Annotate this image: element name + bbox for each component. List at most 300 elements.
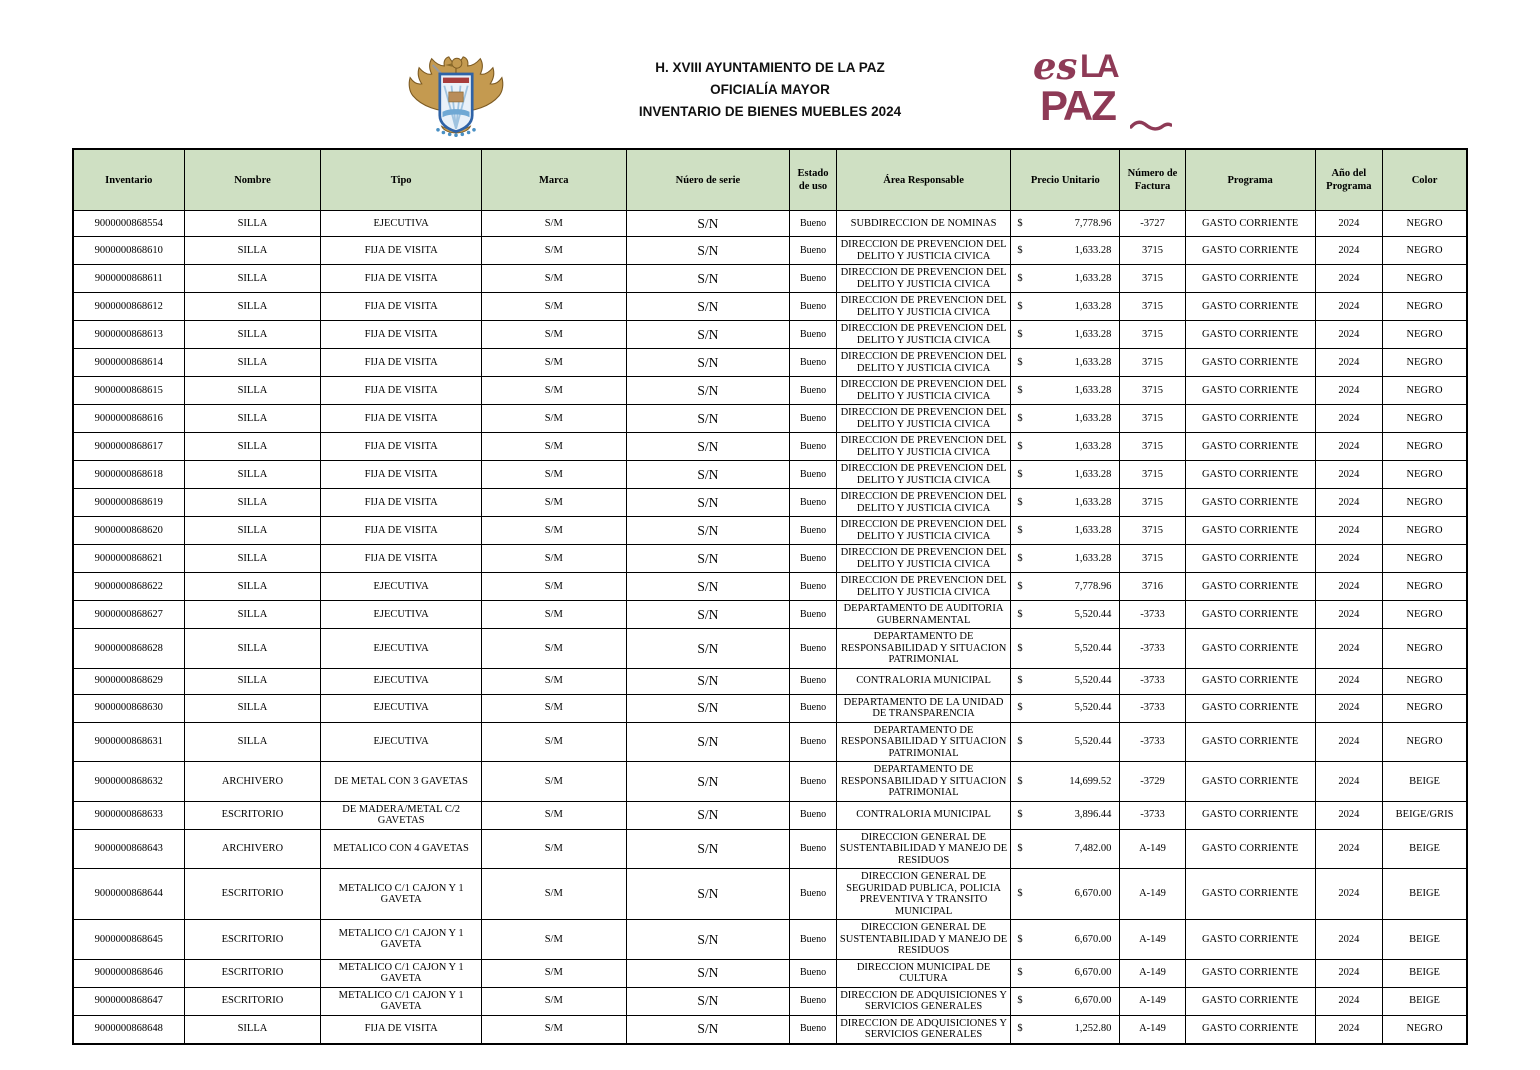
currency-symbol: $ bbox=[1017, 552, 1023, 564]
cell-precio bbox=[1011, 987, 1120, 1015]
cell-anio: 2024 bbox=[1315, 405, 1382, 433]
cell-color: NEGRO bbox=[1383, 629, 1467, 669]
cell-programa: GASTO CORRIENTE bbox=[1185, 489, 1315, 517]
column-header-marca: Marca bbox=[481, 149, 626, 211]
cell-precio bbox=[1011, 668, 1120, 694]
table-row bbox=[73, 461, 1467, 489]
cell-precio bbox=[1011, 601, 1120, 629]
cell-marca: S/M bbox=[481, 517, 626, 545]
table-row bbox=[73, 211, 1467, 237]
cell-precio bbox=[1011, 1015, 1120, 1044]
cell-area: DIRECCION DE PREVENCION DEL DELITO Y JUSTICIA CIVICA bbox=[836, 349, 1011, 377]
cell-anio: 2024 bbox=[1315, 489, 1382, 517]
cell-color: NEGRO bbox=[1383, 668, 1467, 694]
document-title-line3: INVENTARIO DE BIENES MUEBLES 2024 bbox=[638, 104, 902, 119]
cell-area: DEPARTAMENTO DE AUDITORIA GUBERNAMENTAL bbox=[836, 601, 1011, 629]
cell-anio: 2024 bbox=[1315, 722, 1382, 762]
cell-inventario: 9000000868616 bbox=[73, 405, 184, 433]
cell-nombre: ESCRITORIO bbox=[184, 801, 321, 829]
cell-inventario: 9000000868554 bbox=[73, 211, 184, 237]
cell-anio: 2024 bbox=[1315, 377, 1382, 405]
cell-marca: S/M bbox=[481, 668, 626, 694]
cell-color: NEGRO bbox=[1383, 461, 1467, 489]
cell-color: BEIGE bbox=[1383, 959, 1467, 987]
cell-nombre: SILLA bbox=[184, 293, 321, 321]
cell-color: BEIGE bbox=[1383, 869, 1467, 920]
cell-factura: -3733 bbox=[1120, 722, 1185, 762]
cell-serie: S/N bbox=[626, 433, 790, 461]
cell-color: NEGRO bbox=[1383, 573, 1467, 601]
table-row bbox=[73, 601, 1467, 629]
unit-price-value: 7,778.96 bbox=[1074, 217, 1112, 229]
cell-anio: 2024 bbox=[1315, 349, 1382, 377]
currency-symbol: $ bbox=[1017, 933, 1023, 945]
cell-nombre: SILLA bbox=[184, 668, 321, 694]
cell-area: DIRECCION GENERAL DE SUSTENTABILIDAD Y MANEJO DE RESIDUOS bbox=[836, 829, 1011, 869]
cell-precio bbox=[1011, 829, 1120, 869]
cell-color: BEIGE bbox=[1383, 920, 1467, 960]
cell-tipo: FIJA DE VISITA bbox=[321, 545, 482, 573]
cell-factura: A-149 bbox=[1120, 987, 1185, 1015]
cell-tipo: FIJA DE VISITA bbox=[321, 433, 482, 461]
cell-factura: A-149 bbox=[1120, 920, 1185, 960]
cell-programa: GASTO CORRIENTE bbox=[1185, 517, 1315, 545]
cell-nombre: ESCRITORIO bbox=[184, 869, 321, 920]
column-header-tipo: Tipo bbox=[321, 149, 482, 211]
cell-inventario: 9000000868631 bbox=[73, 722, 184, 762]
cell-color: BEIGE bbox=[1383, 987, 1467, 1015]
cell-area: DIRECCION DE PREVENCION DEL DELITO Y JUSTICIA CIVICA bbox=[836, 377, 1011, 405]
table-row bbox=[73, 517, 1467, 545]
table-row bbox=[73, 293, 1467, 321]
currency-symbol: $ bbox=[1017, 412, 1023, 424]
inventory-table bbox=[72, 148, 1468, 1045]
table-row bbox=[73, 489, 1467, 517]
cell-marca: S/M bbox=[481, 573, 626, 601]
cell-precio bbox=[1011, 433, 1120, 461]
cell-anio: 2024 bbox=[1315, 869, 1382, 920]
cell-estado: Bueno bbox=[790, 722, 837, 762]
cell-estado: Bueno bbox=[790, 211, 837, 237]
cell-anio: 2024 bbox=[1315, 265, 1382, 293]
unit-price-value: 5,520.44 bbox=[1074, 675, 1112, 687]
column-header-programa: Programa bbox=[1185, 149, 1315, 211]
unit-price-value: 1,633.28 bbox=[1074, 272, 1112, 284]
cell-factura: -3727 bbox=[1120, 211, 1185, 237]
cell-tipo: METALICO CON 4 GAVETAS bbox=[321, 829, 482, 869]
cell-serie: S/N bbox=[626, 959, 790, 987]
currency-symbol: $ bbox=[1017, 702, 1023, 714]
cell-estado: Bueno bbox=[790, 869, 837, 920]
cell-anio: 2024 bbox=[1315, 694, 1382, 722]
cell-precio bbox=[1011, 629, 1120, 669]
cell-programa: GASTO CORRIENTE bbox=[1185, 1015, 1315, 1044]
currency-symbol: $ bbox=[1017, 888, 1023, 900]
cell-anio: 2024 bbox=[1315, 762, 1382, 802]
currency-symbol: $ bbox=[1017, 1023, 1023, 1035]
unit-price-value: 1,252.80 bbox=[1074, 1023, 1112, 1035]
cell-serie: S/N bbox=[626, 722, 790, 762]
currency-symbol: $ bbox=[1017, 809, 1023, 821]
unit-price-value: 1,633.28 bbox=[1074, 412, 1112, 424]
cell-factura: 3715 bbox=[1120, 489, 1185, 517]
table-row bbox=[73, 545, 1467, 573]
cell-marca: S/M bbox=[481, 461, 626, 489]
cell-estado: Bueno bbox=[790, 237, 837, 265]
cell-serie: S/N bbox=[626, 869, 790, 920]
cell-marca: S/M bbox=[481, 237, 626, 265]
unit-price-value: 1,633.28 bbox=[1074, 468, 1112, 480]
cell-area: CONTRALORIA MUNICIPAL bbox=[836, 668, 1011, 694]
cell-serie: S/N bbox=[626, 829, 790, 869]
cell-factura: 3715 bbox=[1120, 545, 1185, 573]
cell-color: NEGRO bbox=[1383, 433, 1467, 461]
cell-nombre: SILLA bbox=[184, 573, 321, 601]
unit-price-value: 7,482.00 bbox=[1074, 843, 1112, 854]
cell-area: DEPARTAMENTO DE LA UNIDAD DE TRANSPARENCIA bbox=[836, 694, 1011, 722]
cell-inventario: 9000000868617 bbox=[73, 433, 184, 461]
currency-symbol: $ bbox=[1017, 524, 1023, 536]
cell-nombre: SILLA bbox=[184, 694, 321, 722]
cell-programa: GASTO CORRIENTE bbox=[1185, 293, 1315, 321]
cell-estado: Bueno bbox=[790, 293, 837, 321]
column-header-serie: Núero de serie bbox=[626, 149, 790, 211]
currency-symbol: $ bbox=[1017, 244, 1023, 256]
currency-symbol: $ bbox=[1017, 300, 1023, 312]
inventory-table-body bbox=[73, 211, 1467, 1044]
cell-programa: GASTO CORRIENTE bbox=[1185, 573, 1315, 601]
currency-symbol: $ bbox=[1017, 272, 1023, 284]
cell-precio bbox=[1011, 545, 1120, 573]
cell-color: BEIGE/GRIS bbox=[1383, 801, 1467, 829]
cell-color: NEGRO bbox=[1383, 545, 1467, 573]
cell-factura: A-149 bbox=[1120, 869, 1185, 920]
currency-symbol: $ bbox=[1017, 217, 1023, 229]
cell-anio: 2024 bbox=[1315, 545, 1382, 573]
cell-anio: 2024 bbox=[1315, 433, 1382, 461]
table-row bbox=[73, 722, 1467, 762]
cell-programa: GASTO CORRIENTE bbox=[1185, 321, 1315, 349]
cell-marca: S/M bbox=[481, 489, 626, 517]
column-header-area: Área Responsable bbox=[836, 149, 1011, 211]
column-header-anio: Año del Programa bbox=[1315, 149, 1382, 211]
cell-estado: Bueno bbox=[790, 573, 837, 601]
cell-color: NEGRO bbox=[1383, 517, 1467, 545]
cell-marca: S/M bbox=[481, 987, 626, 1015]
cell-marca: S/M bbox=[481, 762, 626, 802]
unit-price-value: 6,670.00 bbox=[1074, 888, 1112, 900]
cell-programa: GASTO CORRIENTE bbox=[1185, 211, 1315, 237]
cell-nombre: ESCRITORIO bbox=[184, 987, 321, 1015]
cell-marca: S/M bbox=[481, 920, 626, 960]
cell-programa: GASTO CORRIENTE bbox=[1185, 349, 1315, 377]
cell-tipo: EJECUTIVA bbox=[321, 668, 482, 694]
cell-color: NEGRO bbox=[1383, 601, 1467, 629]
table-row bbox=[73, 694, 1467, 722]
cell-precio bbox=[1011, 694, 1120, 722]
cell-tipo: FIJA DE VISITA bbox=[321, 1015, 482, 1044]
cell-nombre: SILLA bbox=[184, 321, 321, 349]
cell-tipo: METALICO C/1 CAJON Y 1 GAVETA bbox=[321, 987, 482, 1015]
cell-marca: S/M bbox=[481, 349, 626, 377]
cell-estado: Bueno bbox=[790, 433, 837, 461]
cell-estado: Bueno bbox=[790, 461, 837, 489]
cell-precio bbox=[1011, 762, 1120, 802]
cell-serie: S/N bbox=[626, 461, 790, 489]
cell-estado: Bueno bbox=[790, 694, 837, 722]
cell-anio: 2024 bbox=[1315, 321, 1382, 349]
column-header-color: Color bbox=[1383, 149, 1467, 211]
column-header-nombre: Nombre bbox=[184, 149, 321, 211]
table-row bbox=[73, 801, 1467, 829]
table-row bbox=[73, 629, 1467, 669]
cell-marca: S/M bbox=[481, 722, 626, 762]
cell-estado: Bueno bbox=[790, 801, 837, 829]
document-title-line1: H. XVIII AYUNTAMIENTO DE LA PAZ bbox=[655, 60, 885, 75]
cell-tipo: METALICO C/1 CAJON Y 1 GAVETA bbox=[321, 869, 482, 920]
table-row bbox=[73, 433, 1467, 461]
cell-precio bbox=[1011, 349, 1120, 377]
cell-estado: Bueno bbox=[790, 349, 837, 377]
cell-factura: 3715 bbox=[1120, 461, 1185, 489]
cell-factura: 3715 bbox=[1120, 293, 1185, 321]
cell-anio: 2024 bbox=[1315, 1015, 1382, 1044]
cell-estado: Bueno bbox=[790, 1015, 837, 1044]
cell-anio: 2024 bbox=[1315, 237, 1382, 265]
cell-area: DIRECCION DE PREVENCION DEL DELITO Y JUSTICIA CIVICA bbox=[836, 545, 1011, 573]
cell-precio bbox=[1011, 211, 1120, 237]
cell-anio: 2024 bbox=[1315, 517, 1382, 545]
column-header-inventario: Inventario bbox=[73, 149, 184, 211]
currency-symbol: $ bbox=[1017, 843, 1023, 854]
cell-serie: S/N bbox=[626, 377, 790, 405]
cell-nombre: ESCRITORIO bbox=[184, 959, 321, 987]
cell-inventario: 9000000868647 bbox=[73, 987, 184, 1015]
cell-area: DIRECCION DE PREVENCION DEL DELITO Y JUSTICIA CIVICA bbox=[836, 265, 1011, 293]
unit-price-value: 1,633.28 bbox=[1074, 328, 1112, 340]
cell-estado: Bueno bbox=[790, 829, 837, 869]
unit-price-value: 1,633.28 bbox=[1074, 384, 1112, 396]
table-row bbox=[73, 762, 1467, 802]
cell-area: DIRECCION DE ADQUISICIONES Y SERVICIOS GENERALES bbox=[836, 987, 1011, 1015]
cell-programa: GASTO CORRIENTE bbox=[1185, 377, 1315, 405]
cell-tipo: FIJA DE VISITA bbox=[321, 293, 482, 321]
cell-color: NEGRO bbox=[1383, 1015, 1467, 1044]
cell-nombre: SILLA bbox=[184, 545, 321, 573]
cell-estado: Bueno bbox=[790, 920, 837, 960]
unit-price-value: 1,633.28 bbox=[1074, 524, 1112, 536]
currency-symbol: $ bbox=[1017, 675, 1023, 687]
cell-tipo: DE MADERA/METAL C/2 GAVETAS bbox=[321, 801, 482, 829]
cell-color: NEGRO bbox=[1383, 405, 1467, 433]
cell-serie: S/N bbox=[626, 489, 790, 517]
cell-marca: S/M bbox=[481, 211, 626, 237]
table-row bbox=[73, 265, 1467, 293]
unit-price-value: 1,633.28 bbox=[1074, 552, 1112, 564]
cell-factura: 3716 bbox=[1120, 573, 1185, 601]
cell-inventario: 9000000868630 bbox=[73, 694, 184, 722]
cell-area: DEPARTAMENTO DE RESPONSABILIDAD Y SITUACION PATRIMONIAL bbox=[836, 762, 1011, 802]
cell-marca: S/M bbox=[481, 433, 626, 461]
cell-area: DIRECCION GENERAL DE SEGURIDAD PUBLICA, POLICIA PREVENTIVA Y TRANSITO MUNICIPAL bbox=[836, 869, 1011, 920]
cell-marca: S/M bbox=[481, 405, 626, 433]
cell-tipo: FIJA DE VISITA bbox=[321, 405, 482, 433]
cell-nombre: SILLA bbox=[184, 265, 321, 293]
cell-area: DIRECCION DE PREVENCION DEL DELITO Y JUSTICIA CIVICA bbox=[836, 573, 1011, 601]
cell-serie: S/N bbox=[626, 629, 790, 669]
cell-programa: GASTO CORRIENTE bbox=[1185, 668, 1315, 694]
currency-symbol: $ bbox=[1017, 775, 1023, 787]
cell-inventario: 9000000868611 bbox=[73, 265, 184, 293]
cell-nombre: SILLA bbox=[184, 517, 321, 545]
cell-estado: Bueno bbox=[790, 517, 837, 545]
cell-estado: Bueno bbox=[790, 489, 837, 517]
cell-programa: GASTO CORRIENTE bbox=[1185, 694, 1315, 722]
cell-precio bbox=[1011, 959, 1120, 987]
cell-factura: 3715 bbox=[1120, 377, 1185, 405]
table-row bbox=[73, 237, 1467, 265]
cell-anio: 2024 bbox=[1315, 801, 1382, 829]
cell-precio bbox=[1011, 722, 1120, 762]
cell-anio: 2024 bbox=[1315, 461, 1382, 489]
cell-area: DEPARTAMENTO DE RESPONSABILIDAD Y SITUACION PATRIMONIAL bbox=[836, 629, 1011, 669]
column-header-factura: Número de Factura bbox=[1120, 149, 1185, 211]
currency-symbol: $ bbox=[1017, 995, 1023, 1007]
cell-anio: 2024 bbox=[1315, 293, 1382, 321]
unit-price-value: 1,633.28 bbox=[1074, 496, 1112, 508]
cell-serie: S/N bbox=[626, 237, 790, 265]
cell-serie: S/N bbox=[626, 920, 790, 960]
unit-price-value: 1,633.28 bbox=[1074, 356, 1112, 368]
cell-nombre: SILLA bbox=[184, 211, 321, 237]
cell-color: BEIGE bbox=[1383, 762, 1467, 802]
cell-serie: S/N bbox=[626, 265, 790, 293]
unit-price-value: 1,633.28 bbox=[1074, 300, 1112, 312]
cell-anio: 2024 bbox=[1315, 601, 1382, 629]
table-row bbox=[73, 829, 1467, 869]
cell-tipo: FIJA DE VISITA bbox=[321, 489, 482, 517]
cell-estado: Bueno bbox=[790, 668, 837, 694]
cell-tipo: EJECUTIVA bbox=[321, 722, 482, 762]
cell-anio: 2024 bbox=[1315, 668, 1382, 694]
cell-inventario: 9000000868612 bbox=[73, 293, 184, 321]
cell-factura: -3729 bbox=[1120, 762, 1185, 802]
es-la-paz-logo bbox=[1033, 44, 1173, 142]
cell-anio: 2024 bbox=[1315, 629, 1382, 669]
cell-nombre: SILLA bbox=[184, 405, 321, 433]
cell-tipo: DE METAL CON 3 GAVETAS bbox=[321, 762, 482, 802]
cell-estado: Bueno bbox=[790, 629, 837, 669]
currency-symbol: $ bbox=[1017, 328, 1023, 340]
cell-tipo: FIJA DE VISITA bbox=[321, 377, 482, 405]
cell-area: DIRECCION MUNICIPAL DE CULTURA bbox=[836, 959, 1011, 987]
cell-programa: GASTO CORRIENTE bbox=[1185, 959, 1315, 987]
cell-marca: S/M bbox=[481, 694, 626, 722]
cell-nombre: SILLA bbox=[184, 461, 321, 489]
column-header-precio: Precio Unitario bbox=[1011, 149, 1120, 211]
cell-serie: S/N bbox=[626, 694, 790, 722]
cell-tipo: EJECUTIVA bbox=[321, 629, 482, 669]
cell-precio bbox=[1011, 377, 1120, 405]
cell-tipo: FIJA DE VISITA bbox=[321, 321, 482, 349]
cell-inventario: 9000000868646 bbox=[73, 959, 184, 987]
cell-color: NEGRO bbox=[1383, 349, 1467, 377]
currency-symbol: $ bbox=[1017, 736, 1023, 747]
cell-nombre: SILLA bbox=[184, 601, 321, 629]
cell-programa: GASTO CORRIENTE bbox=[1185, 461, 1315, 489]
cell-tipo: METALICO C/1 CAJON Y 1 GAVETA bbox=[321, 959, 482, 987]
cell-factura: -3733 bbox=[1120, 668, 1185, 694]
cell-area: DIRECCION DE PREVENCION DEL DELITO Y JUSTICIA CIVICA bbox=[836, 489, 1011, 517]
cell-nombre: SILLA bbox=[184, 433, 321, 461]
document-title-line2: OFICIALÍA MAYOR bbox=[710, 82, 830, 97]
currency-symbol: $ bbox=[1017, 356, 1023, 368]
cell-precio bbox=[1011, 461, 1120, 489]
cell-serie: S/N bbox=[626, 517, 790, 545]
cell-area: DIRECCION DE PREVENCION DEL DELITO Y JUSTICIA CIVICA bbox=[836, 517, 1011, 545]
cell-serie: S/N bbox=[626, 601, 790, 629]
logo-text-paz: PAZ bbox=[1040, 82, 1115, 129]
cell-anio: 2024 bbox=[1315, 959, 1382, 987]
cell-marca: S/M bbox=[481, 1015, 626, 1044]
table-header-row bbox=[73, 149, 1467, 211]
cell-precio bbox=[1011, 489, 1120, 517]
unit-price-value: 1,633.28 bbox=[1074, 440, 1112, 452]
cell-inventario: 9000000868622 bbox=[73, 573, 184, 601]
cell-marca: S/M bbox=[481, 959, 626, 987]
cell-marca: S/M bbox=[481, 545, 626, 573]
currency-symbol: $ bbox=[1017, 440, 1023, 452]
cell-marca: S/M bbox=[481, 377, 626, 405]
cell-inventario: 9000000868648 bbox=[73, 1015, 184, 1044]
cell-serie: S/N bbox=[626, 405, 790, 433]
cell-inventario: 9000000868643 bbox=[73, 829, 184, 869]
cell-inventario: 9000000868613 bbox=[73, 321, 184, 349]
cell-programa: GASTO CORRIENTE bbox=[1185, 237, 1315, 265]
cell-factura: 3715 bbox=[1120, 349, 1185, 377]
cell-nombre: ARCHIVERO bbox=[184, 762, 321, 802]
cell-anio: 2024 bbox=[1315, 211, 1382, 237]
cell-marca: S/M bbox=[481, 321, 626, 349]
cell-area: SUBDIRECCION DE NOMINAS bbox=[836, 211, 1011, 237]
unit-price-value: 7,778.96 bbox=[1074, 580, 1112, 592]
unit-price-value: 6,670.00 bbox=[1074, 967, 1112, 979]
cell-area: DIRECCION DE PREVENCION DEL DELITO Y JUSTICIA CIVICA bbox=[836, 321, 1011, 349]
cell-factura: A-149 bbox=[1120, 1015, 1185, 1044]
cell-serie: S/N bbox=[626, 349, 790, 377]
cell-tipo: EJECUTIVA bbox=[321, 601, 482, 629]
cell-programa: GASTO CORRIENTE bbox=[1185, 829, 1315, 869]
cell-color: NEGRO bbox=[1383, 321, 1467, 349]
cell-nombre: SILLA bbox=[184, 237, 321, 265]
cell-factura: A-149 bbox=[1120, 829, 1185, 869]
cell-anio: 2024 bbox=[1315, 987, 1382, 1015]
cell-inventario: 9000000868620 bbox=[73, 517, 184, 545]
cell-estado: Bueno bbox=[790, 377, 837, 405]
cell-serie: S/N bbox=[626, 211, 790, 237]
unit-price-value: 5,520.44 bbox=[1074, 608, 1112, 620]
cell-color: NEGRO bbox=[1383, 211, 1467, 237]
cell-precio bbox=[1011, 321, 1120, 349]
cell-inventario: 9000000868629 bbox=[73, 668, 184, 694]
cell-color: NEGRO bbox=[1383, 265, 1467, 293]
cell-factura: A-149 bbox=[1120, 959, 1185, 987]
cell-programa: GASTO CORRIENTE bbox=[1185, 629, 1315, 669]
cell-marca: S/M bbox=[481, 801, 626, 829]
cell-inventario: 9000000868627 bbox=[73, 601, 184, 629]
unit-price-value: 3,896.44 bbox=[1074, 809, 1112, 821]
cell-nombre: SILLA bbox=[184, 629, 321, 669]
